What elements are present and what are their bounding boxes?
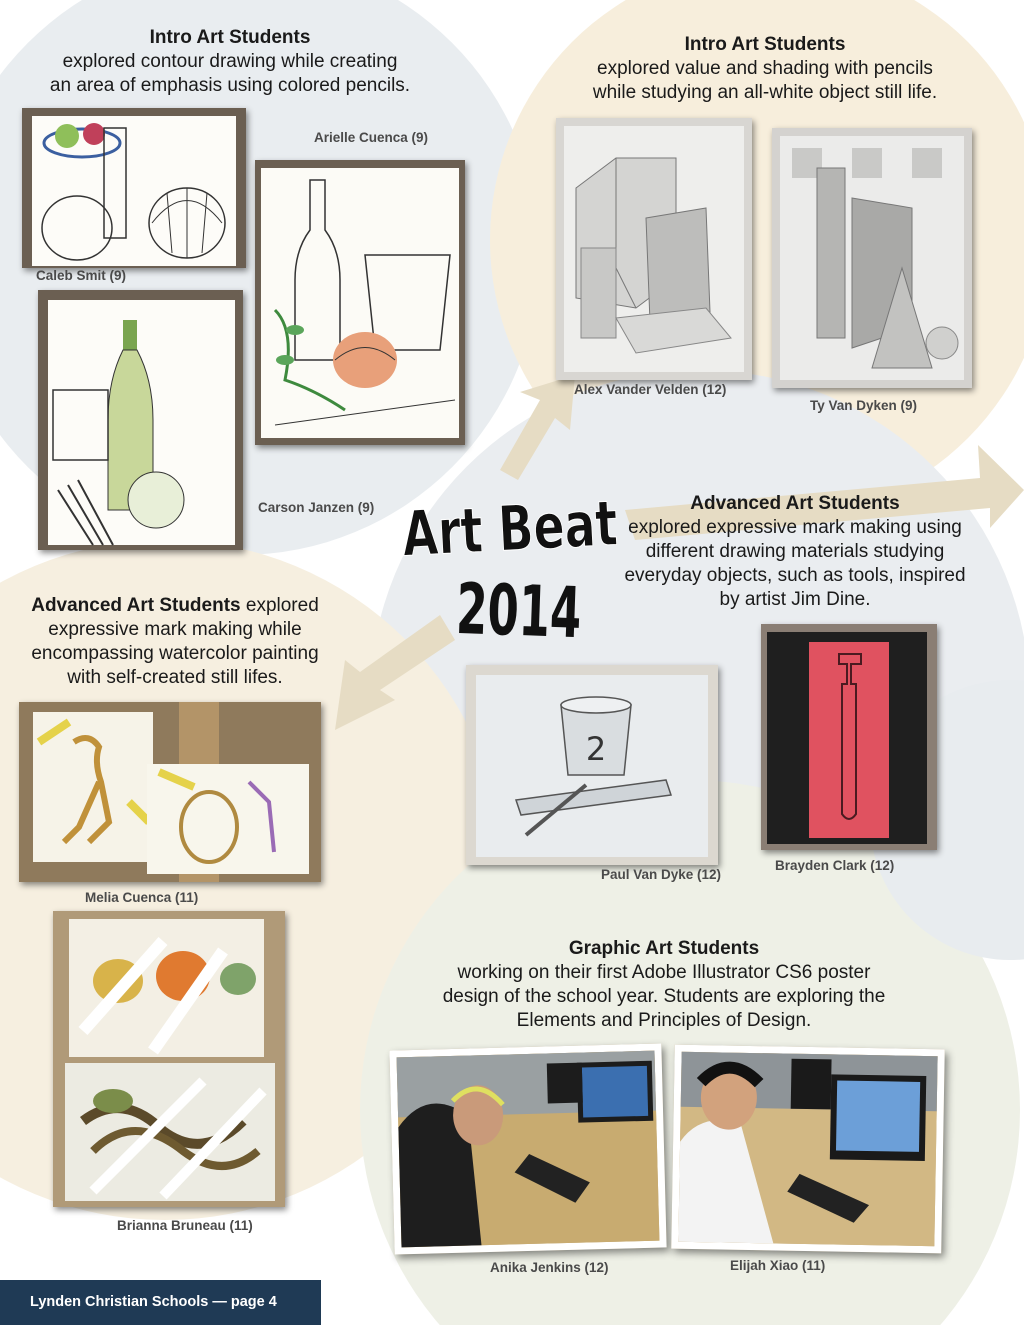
section-heading: Advanced Art Students [31,595,241,616]
caption-brayden: Brayden Clark (12) [775,858,895,873]
page-footer: Lynden Christian Schools — page 4 [0,1280,321,1325]
artwork-paul [466,665,718,865]
caption-arielle: Arielle Cuenca (9) [314,130,429,145]
intro-contour-text [40,26,420,98]
artwork-brianna [53,911,285,1207]
section-line: design of the school year. Students are exploring the [442,986,886,1007]
title-line-2: 2014 [454,567,653,657]
artwork-melia [19,702,321,882]
caption-elijah: Elijah Xiao (11) [730,1258,826,1273]
caption-carson: Carson Janzen (9) [258,500,375,515]
caption-ty: Ty Van Dyken (9) [810,398,918,413]
section-line: encompassing watercolor painting [31,643,319,664]
section-line: an area of emphasis using colored pencils. [49,75,411,96]
section-line: by artist Jim Dine. [719,589,871,610]
title-line-1: Art Beat [400,482,695,571]
section-line: working on their first Adobe Illustrator CS6 poster [457,962,871,983]
section-heading-tail: explored [240,595,319,616]
section-line: with self-created still lifes. [67,667,283,688]
graphic-text [430,937,898,1033]
section-line: explored value and shading with pencils [597,58,933,79]
artwork-alex [556,118,752,380]
caption-melia: Melia Cuenca (11) [85,890,199,905]
caption-brianna: Brianna Bruneau (11) [117,1218,253,1233]
advanced-mark-text [620,492,970,612]
advanced-watercolor-text [20,594,330,690]
photo-elijah [671,1045,945,1254]
photo-anika [389,1043,666,1254]
section-line: explored contour drawing while creating [62,51,398,72]
section-heading: Intro Art Students [149,27,311,48]
caption-paul: Paul Van Dyke (12) [601,867,722,882]
section-line: everyday objects, such as tools, inspired [624,565,966,586]
section-heading: Graphic Art Students [568,938,760,959]
section-line: while studying an all-white object still life. [592,82,938,103]
section-line: explored expressive mark making using [628,517,962,538]
caption-alex: Alex Vander Velden (12) [574,382,727,397]
section-line: Elements and Principles of Design. [516,1010,812,1031]
section-line: different drawing materials studying [645,541,945,562]
section-heading: Advanced Art Students [690,493,900,514]
section-line: expressive mark making while [48,619,302,640]
artwork-carson [38,290,243,550]
section-heading: Intro Art Students [684,34,846,55]
intro-value-text [570,33,960,105]
svg-text:2: 2 [585,730,607,768]
artwork-ty [772,128,972,388]
artwork-caleb [22,108,246,268]
artwork-brayden [761,624,937,850]
art-beat-title [396,470,695,660]
caption-anika: Anika Jenkins (12) [490,1260,609,1275]
caption-caleb: Caleb Smit (9) [36,268,127,283]
artwork-arielle [255,160,465,445]
